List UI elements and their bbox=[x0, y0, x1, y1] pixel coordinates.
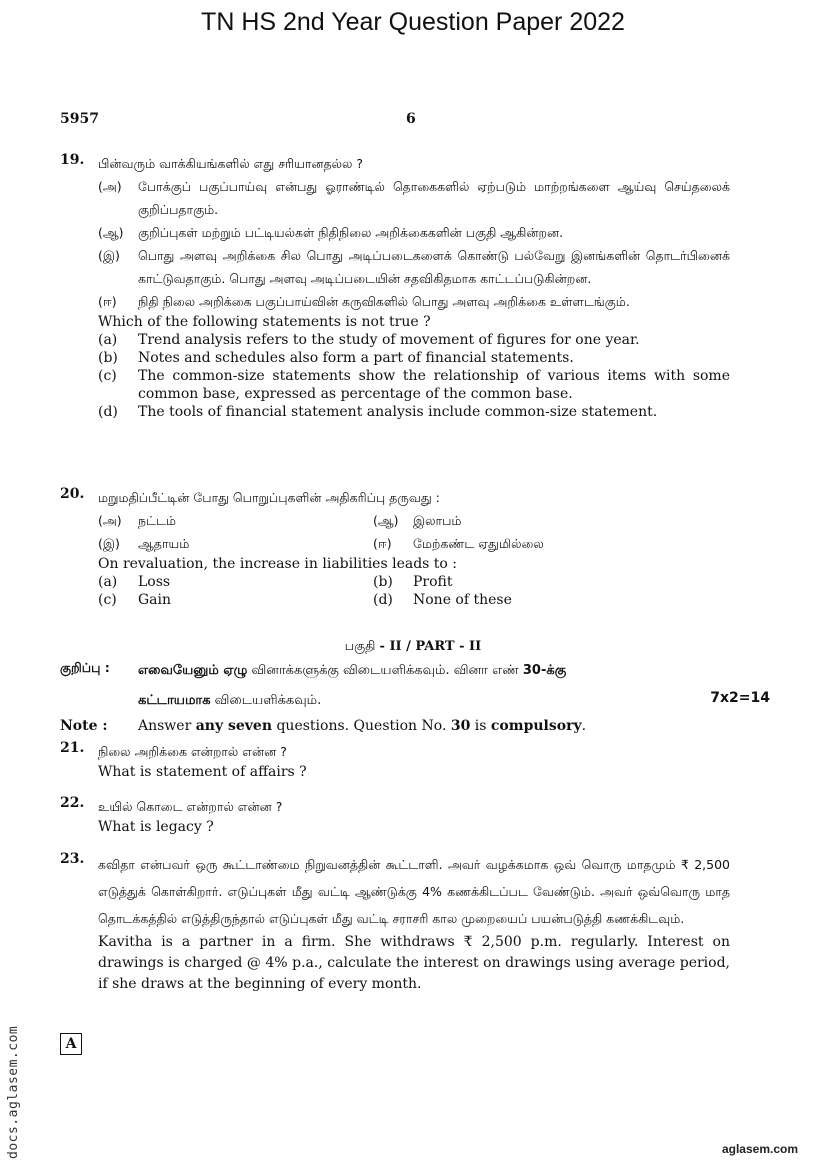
option-b-en bbox=[373, 573, 730, 591]
question-number: 23. bbox=[60, 851, 85, 867]
option-c-ta bbox=[98, 244, 730, 290]
option-text: மேற்கண்ட ஏதுமில்லை bbox=[413, 536, 544, 551]
option-d-en bbox=[373, 591, 730, 609]
option-marker: (d) bbox=[373, 592, 393, 608]
side-watermark: docs.aglasem.com bbox=[6, 1025, 21, 1159]
english-options bbox=[98, 331, 730, 421]
page-title: TN HS 2nd Year Question Paper 2022 bbox=[201, 8, 625, 36]
note-emph: any seven bbox=[195, 718, 273, 734]
instruction-ta bbox=[60, 656, 770, 716]
question-number: 22. bbox=[60, 795, 85, 811]
option-marker: (ஆ) bbox=[98, 225, 124, 240]
part-heading-ta: பகுதி bbox=[344, 638, 376, 653]
tamil-text: கவிதா என்பவர் ஒரு கூட்டாண்மை நிறுவனத்தின் கூட்டாளி. அவர் வழக்கமாக ஒவ் வொரு மாதமும் ₹ 2,500 எடுத்துக் கொள்கிறார். எடுப்புகள் மீது வட்டி ஆண்டுக்கு 4% கணக்கிடப்பட வேண்டும். அவர் ஒவ்வொரு மாத தொடக்கத்தில் எடுத்திருந்தால் எடுப்புகள் மீது வட்டி சராசரி கால முறையைப் பயன்படுத்தி கணக்கிடவும். bbox=[98, 857, 730, 926]
note-emph: 30 bbox=[450, 718, 471, 734]
note-text bbox=[138, 717, 770, 735]
page-number: 6 bbox=[406, 111, 416, 127]
option-marker: (ஆ) bbox=[373, 513, 399, 528]
option-marker: (b) bbox=[373, 574, 393, 590]
option-text: நட்டம் bbox=[138, 513, 176, 528]
option-text: குறிப்புகள் மற்றும் பட்டியல்கள் நிதிநிலை அறிக்கைகளின் பகுதி ஆகின்றன. bbox=[138, 225, 564, 240]
option-text: Loss bbox=[138, 574, 171, 590]
instr-text: வினாக்களுக்கு விடையளிக்கவும். வினா எண் bbox=[247, 663, 523, 678]
instruction-label-ta: குறிப்பு : bbox=[60, 660, 110, 675]
note-label: Note : bbox=[60, 718, 108, 734]
question-number: 19. bbox=[60, 152, 85, 168]
instr-number: 30 bbox=[522, 663, 541, 678]
option-text: ஆதாயம் bbox=[138, 536, 190, 551]
option-text: நிதி நிலை அறிக்கை பகுப்பாய்வின் கருவிகளில் பொது அளவு அறிக்கை உள்ளடங்கும். bbox=[138, 294, 630, 309]
option-d-ta bbox=[373, 532, 730, 555]
option-d-ta bbox=[98, 290, 730, 313]
tamil-options bbox=[98, 175, 730, 313]
option-text: இலாபம் bbox=[413, 513, 462, 528]
option-marker: (ஈ) bbox=[98, 294, 117, 309]
option-text: Gain bbox=[138, 592, 172, 608]
question-21 bbox=[60, 740, 730, 781]
instr-emph: எவையேனும் ஏழு bbox=[138, 663, 248, 678]
option-d-en bbox=[98, 403, 730, 421]
instruction-en bbox=[60, 717, 770, 735]
option-text: போக்குப் பகுப்பாய்வு என்பது ஓராண்டில் தொகைகளில் ஏற்படும் மாற்றங்களை ஆய்வு செய்தலைக் குறிப்பதாகும். bbox=[138, 179, 730, 217]
option-a-ta bbox=[98, 175, 730, 221]
tamil-text: உயில் கொடை என்றால் என்ன ? bbox=[98, 799, 283, 814]
question-23 bbox=[60, 851, 730, 995]
option-a-en bbox=[98, 573, 373, 591]
option-c-ta bbox=[98, 532, 373, 555]
paper-code: 5957 bbox=[60, 111, 99, 127]
question-20 bbox=[60, 486, 730, 609]
option-text: The common-size statements show the relationship of various items with some common base, expressed as percentage of the common base. bbox=[138, 368, 730, 402]
note-emph: compulsory bbox=[490, 718, 582, 734]
option-b-ta bbox=[373, 509, 730, 532]
question-19 bbox=[60, 152, 730, 421]
part-heading bbox=[0, 634, 826, 657]
note-part: is bbox=[470, 718, 491, 734]
option-b-ta bbox=[98, 221, 730, 244]
english-options bbox=[98, 573, 730, 609]
instr-emph: கட்டாயமாக bbox=[138, 693, 211, 708]
option-marker: (அ) bbox=[98, 513, 122, 528]
english-text: What is legacy ? bbox=[98, 819, 214, 835]
option-b-en bbox=[98, 349, 730, 367]
part-heading-en: - II / PART - II bbox=[379, 639, 482, 654]
option-marker: (d) bbox=[98, 404, 118, 420]
instr-text: விடையளிக்கவும். bbox=[210, 693, 322, 708]
option-text: Notes and schedules also form a part of financial statements. bbox=[138, 350, 574, 366]
note-part: . bbox=[581, 718, 587, 734]
option-marker: (ஈ) bbox=[373, 536, 392, 551]
english-text: What is statement of affairs ? bbox=[98, 764, 307, 780]
option-marker: (c) bbox=[98, 368, 117, 384]
tamil-options bbox=[98, 509, 730, 555]
instruction-text-ta bbox=[138, 656, 770, 716]
option-text: The tools of financial statement analysis include common-size statement. bbox=[138, 404, 658, 420]
option-text: Profit bbox=[413, 574, 453, 590]
question-number: 20. bbox=[60, 486, 85, 502]
english-stem: Which of the following statements is not true ? bbox=[98, 314, 431, 330]
option-marker: (இ) bbox=[98, 248, 120, 263]
note-part: questions. Question No. bbox=[272, 718, 451, 734]
footer-brand: aglasem.com bbox=[721, 1142, 798, 1156]
option-a-ta bbox=[98, 509, 373, 532]
option-marker: (a) bbox=[98, 574, 118, 590]
english-text: Kavitha is a partner in a firm. She withdraws ₹ 2,500 p.m. regularly. Interest on drawings is charged @ 4% p.a., calculate the interest on drawings using average period, if she draws at the beginning of every month. bbox=[98, 934, 730, 992]
marks-total: 7x2=14 bbox=[710, 690, 770, 706]
option-c-en bbox=[98, 591, 373, 609]
tamil-stem: மறுமதிப்பீட்டின் போது பொறுப்புகளின் அதிகரிப்பு தருவது : bbox=[98, 490, 440, 505]
question-22 bbox=[60, 795, 730, 836]
tamil-text: நிலை அறிக்கை என்றால் என்ன ? bbox=[98, 744, 287, 759]
tamil-stem: பின்வரும் வாக்கியங்களில் எது சரியானதல்ல ? bbox=[98, 156, 364, 171]
option-marker: (a) bbox=[98, 332, 118, 348]
option-text: பொது அளவு அறிக்கை சில பொது அடிப்படைகளைக் கொண்டு பல்வேறு இனங்களின் தொடர்பினைக் காட்டுவதாகும். பொது அளவு அடிப்படையின் சதவிகிதமாக காட்டப்படுகின்றன. bbox=[138, 248, 730, 286]
note-part: Answer bbox=[138, 718, 196, 734]
option-marker: (அ) bbox=[98, 179, 122, 194]
option-a-en bbox=[98, 331, 730, 349]
option-marker: (c) bbox=[98, 592, 117, 608]
option-c-en bbox=[98, 367, 730, 403]
english-stem: On revaluation, the increase in liabilities leads to : bbox=[98, 556, 458, 572]
option-text: None of these bbox=[413, 592, 512, 608]
question-number: 21. bbox=[60, 740, 85, 756]
option-marker: (b) bbox=[98, 350, 118, 366]
option-text: Trend analysis refers to the study of movement of figures for one year. bbox=[138, 332, 640, 348]
booklet-letter-box: A bbox=[60, 1033, 82, 1055]
option-marker: (இ) bbox=[98, 536, 120, 551]
instr-suffix: -க்கு bbox=[540, 663, 567, 678]
